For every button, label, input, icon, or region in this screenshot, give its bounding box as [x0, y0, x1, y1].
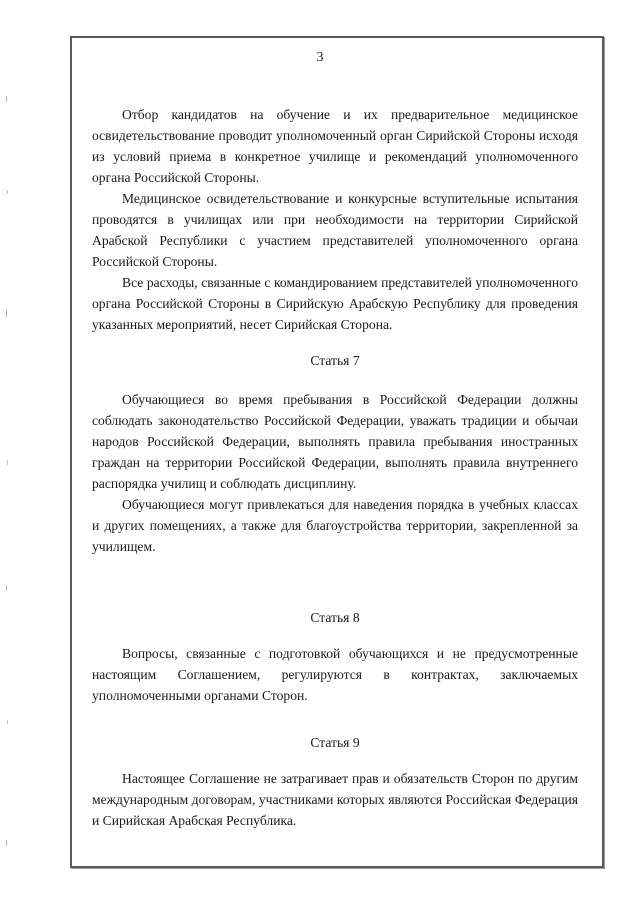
page-number: 3	[316, 50, 324, 65]
paragraph: Медицинское освидетельствование и конкурсные вступительные испытания проводятся в училищах или при необходимости на территории Сирийской Арабской Республики с участием представителей уполномоченного органа Российской Стороны.	[92, 191, 578, 269]
paragraph: Вопросы, связанные с подготовкой обучающихся и не предусмотренные настоящим Соглашением, регулируются в контрактах, заключаемых уполномоченными органами Сторон.	[92, 646, 578, 703]
article-7-heading: Статья 7	[310, 353, 360, 368]
paragraph: Обучающиеся во время пребывания в Российской Федерации должны соблюдать законодательство Российской Федерации, уважать традиции и обычаи народов Российской Федерации, выполнять правила пребывания иностранных граждан на территории Российской Федерации, выполнять правила внутреннего распорядка училищ и соблюдать дисциплину.	[92, 392, 578, 491]
article-8-heading: Статья 8	[310, 610, 360, 625]
paragraph: Обучающиеся могут привлекаться для наведения порядка в учебных классах и других помещениях, а также для благоустройства территории, закрепленной за училищем.	[92, 497, 578, 554]
paragraph: Настоящее Соглашение не затрагивает прав и обязательств Сторон по другим международным договорам, участниками которых являются Российская Федерация и Сирийская Арабская Республика.	[92, 771, 578, 828]
paragraph: Все расходы, связанные с командированием представителей уполномоченного органа Российской Стороны в Сирийскую Арабскую Республику для проведения указанных мероприятий, несет Сирийская Сторона.	[92, 275, 578, 332]
paragraph: Отбор кандидатов на обучение и их предварительное медицинское освидетельствование проводит уполномоченный орган Сирийской Стороны исходя из условий приема в конкретное училище и рекомендаций уполномоченного органа Российской Стороны.	[92, 107, 578, 185]
document-body	[92, 104, 578, 831]
scan-margin-marks	[6, 0, 9, 905]
article-9-heading: Статья 9	[310, 735, 360, 750]
